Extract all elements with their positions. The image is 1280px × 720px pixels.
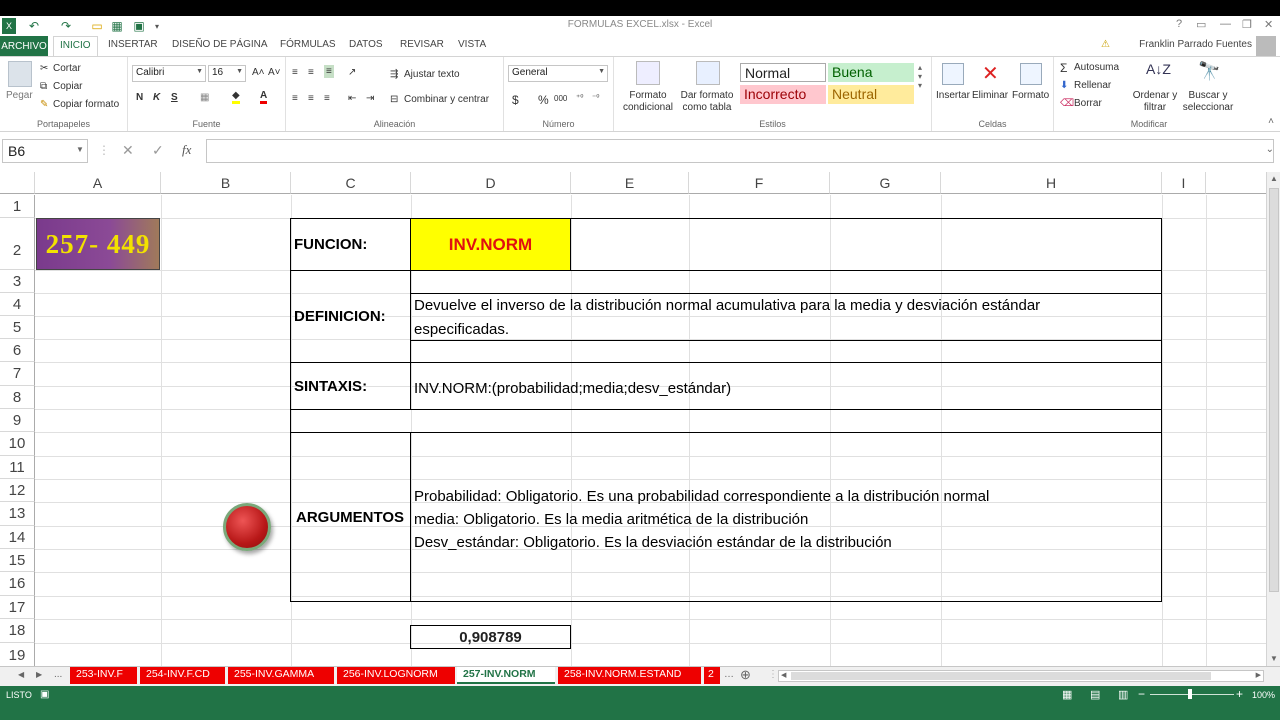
thousands-button[interactable]: 000 (554, 94, 568, 103)
argument-desv-estandar: Desv_estándar: Obligatorio. Es la desviación estándar de la distribución (414, 534, 892, 551)
more-sheets-right-icon[interactable]: … (724, 669, 734, 680)
save-icon[interactable]: ▣ (133, 19, 145, 33)
format-cells-button[interactable]: Formato (1012, 90, 1050, 101)
macro-record-icon[interactable]: ▣ (40, 689, 50, 700)
scroll-down-icon[interactable]: ▼ (1270, 654, 1278, 663)
row-header-1[interactable]: 1 (0, 195, 35, 218)
font-color-icon[interactable]: A (260, 90, 267, 104)
row-header-7[interactable]: 7 (0, 362, 35, 386)
warning-icon: ⚠ (1101, 39, 1110, 50)
column-header-a[interactable]: A (35, 172, 161, 194)
find-select-button[interactable]: Buscar y seleccionar (1182, 90, 1234, 113)
sheet-tab-254[interactable]: 254-INV.F.CD (140, 667, 225, 684)
delete-cells-button[interactable]: Eliminar (972, 90, 1009, 101)
formula-bar-resize-icon[interactable]: ⋮ (98, 143, 110, 157)
column-header-i[interactable]: I (1162, 172, 1206, 194)
restore-icon[interactable]: ❐ (1242, 19, 1252, 31)
cut-icon[interactable]: ✂ (40, 63, 49, 74)
row-header-18[interactable]: 18 (0, 619, 35, 643)
insert-function-button[interactable]: fx (182, 142, 192, 157)
tab-revisar[interactable]: REVISAR (400, 39, 444, 50)
copy-button[interactable]: Copiar (53, 81, 83, 92)
merge-center-button[interactable]: Combinar y centrar (404, 94, 490, 105)
group-label-clipboard: Portapapeles (36, 119, 91, 129)
funcion-value[interactable]: INV.NORM (410, 218, 571, 271)
sintaxis-label: SINTAXIS: (294, 377, 368, 395)
customize-toolbar-icon[interactable]: ▾ (154, 21, 159, 31)
status-bar (0, 686, 1280, 720)
row-header-3[interactable]: 3 (0, 270, 35, 293)
spacer-row-border (290, 409, 1162, 433)
tab-split-icon[interactable]: ⋮ (768, 669, 778, 680)
align-top-icon[interactable]: ≡ (292, 67, 298, 78)
argumentos-divider (410, 432, 411, 602)
delete-cells-icon[interactable]: ✕ (982, 63, 999, 85)
shrink-font-icon[interactable]: A˅ (268, 67, 281, 78)
wrap-text-icon[interactable]: ⇶ (390, 69, 399, 80)
page-layout-icon[interactable]: ▤ (1090, 689, 1101, 701)
row-header-9[interactable]: 9 (0, 409, 35, 432)
new-sheet-icon[interactable]: ⊕ (740, 667, 751, 682)
column-header-e[interactable]: E (571, 172, 689, 194)
row-header-17[interactable]: 17 (0, 596, 35, 619)
definicion-inner-top (410, 293, 1162, 294)
tab-inicio[interactable]: INICIO (53, 36, 98, 57)
group-label-editing: Modificar (1130, 119, 1168, 129)
column-header-g[interactable]: G (830, 172, 941, 194)
help-button[interactable]: ? (1176, 18, 1183, 30)
definicion-block-border (290, 270, 1162, 363)
orientation-icon[interactable]: ↗ (348, 67, 357, 78)
sheet-tab-253[interactable]: 253-INV.F (70, 667, 137, 684)
row-header-11[interactable]: 11 (0, 456, 35, 479)
format-cells-icon[interactable] (1020, 63, 1042, 85)
borders-icon[interactable]: ▦ (200, 92, 210, 103)
row-header-12[interactable]: 12 (0, 479, 35, 502)
row-header-13[interactable]: 13 (0, 502, 35, 526)
group-label-styles: Estilos (759, 119, 786, 129)
format-painter-button[interactable]: Copiar formato (53, 99, 120, 110)
column-header-f[interactable]: F (689, 172, 830, 194)
insert-cells-icon[interactable] (942, 63, 964, 85)
enter-button[interactable]: ✓ (152, 142, 164, 158)
format-as-table-icon[interactable] (696, 61, 720, 85)
ribbon-tabs (0, 36, 1280, 56)
styles-scroll-icon[interactable]: ▴ ▾ ▾ (918, 63, 923, 90)
increase-decimal-icon[interactable]: ⁺⁰ (576, 93, 584, 102)
page-break-icon[interactable]: ▥ (1118, 689, 1129, 701)
collapse-ribbon-icon[interactable]: ˄ (1268, 116, 1274, 127)
decrease-indent-icon[interactable]: ⇤ (348, 93, 357, 104)
formula-bar (0, 137, 1280, 165)
group-clipboard (0, 57, 128, 131)
open-folder-icon[interactable]: ▭ (91, 19, 103, 33)
align-center-icon[interactable]: ≡ (308, 93, 314, 104)
currency-button[interactable]: $ (512, 93, 519, 107)
bold-button[interactable]: N (136, 92, 144, 103)
row-header-4[interactable]: 4 (0, 293, 35, 316)
insert-cells-button[interactable]: Insertar (936, 90, 970, 101)
increase-indent-icon[interactable]: ⇥ (366, 93, 375, 104)
font-name-select[interactable]: Calibri ▼ (132, 65, 206, 82)
copy-icon[interactable]: ⧉ (40, 81, 48, 92)
sheet-tab-bar (0, 666, 1280, 686)
tab-vista[interactable]: VISTA (458, 39, 487, 50)
definicion-label: DEFINICION: (294, 308, 386, 325)
tab-datos[interactable]: DATOS (349, 39, 383, 50)
underline-button[interactable]: S (171, 92, 178, 103)
next-sheet-icon[interactable]: ▶ (36, 670, 43, 679)
group-label-font: Fuente (192, 119, 221, 129)
vertical-scrollbar[interactable] (1266, 172, 1280, 666)
scroll-up-icon[interactable]: ▲ (1270, 174, 1278, 183)
style-neutral[interactable]: Neutral (828, 85, 914, 104)
row-header-19[interactable]: 19 (0, 643, 35, 666)
group-label-cells: Celdas (978, 119, 1007, 129)
paste-icon[interactable] (8, 61, 32, 87)
group-label-number: Número (542, 119, 575, 129)
italic-button[interactable]: K (153, 92, 161, 103)
conditional-format-button[interactable]: Formato condicional (622, 90, 674, 113)
select-all-corner[interactable] (0, 172, 35, 194)
sheet-tab-255[interactable]: 255-INV.GAMMA (228, 667, 334, 684)
column-header-h[interactable]: H (941, 172, 1162, 194)
row-header-5[interactable]: 5 (0, 316, 35, 339)
column-header-b[interactable]: B (161, 172, 291, 194)
ribbon (0, 56, 1280, 132)
sintaxis-text: INV.NORM:(probabilidad;media;desv_estándar) (414, 380, 732, 397)
row-header-10[interactable]: 10 (0, 432, 35, 456)
align-right-icon[interactable]: ≡ (324, 93, 330, 104)
row-header-14[interactable]: 14 (0, 526, 35, 549)
more-sheets-left[interactable]: ... (54, 669, 63, 680)
group-editing (1054, 57, 1244, 131)
sheet-tab-truncated[interactable]: 2 (704, 667, 720, 684)
argumentos-label: ARGUMENTOS (296, 508, 405, 526)
redo-icon[interactable]: ↷ (60, 19, 72, 33)
style-buena[interactable]: Buena (828, 63, 914, 82)
clear-button[interactable]: Borrar (1074, 98, 1102, 109)
group-number (504, 57, 614, 131)
row-header-15[interactable]: 15 (0, 549, 35, 572)
tab-formulas[interactable]: FÓRMULAS (280, 39, 336, 50)
normal-view-icon[interactable]: ▦ (1062, 689, 1073, 701)
close-button[interactable]: ✕ (1264, 19, 1274, 31)
group-label-alignment: Alineación (373, 119, 416, 129)
format-as-table-button[interactable]: Dar formato como tabla (680, 90, 734, 113)
grow-font-icon[interactable]: A˄ (252, 67, 265, 78)
fill-color-icon[interactable]: ◆ (232, 90, 240, 104)
format-painter-icon[interactable]: ✎ (40, 99, 49, 110)
result-cell[interactable]: 0,908789 (410, 625, 571, 649)
horizontal-scroll-thumb[interactable] (791, 672, 1211, 680)
column-header-c[interactable]: C (291, 172, 411, 194)
window-title: FORMULAS EXCEL.xlsx - Excel (567, 19, 713, 30)
zoom-slider-thumb[interactable] (1188, 689, 1192, 699)
group-styles (614, 57, 932, 131)
row-header-8[interactable]: 8 (0, 386, 35, 409)
align-middle-icon[interactable]: ≡ (308, 67, 314, 78)
expand-formula-bar-icon[interactable]: ⌄ (1265, 144, 1274, 155)
cancel-button[interactable]: ✕ (122, 142, 134, 158)
row-header-16[interactable]: 16 (0, 572, 35, 596)
fill-button[interactable]: Rellenar (1074, 80, 1112, 91)
group-cells (932, 57, 1054, 131)
excel-logo-icon: X (2, 18, 16, 34)
zoom-out-button[interactable]: − (1138, 687, 1146, 701)
formula-input[interactable] (206, 139, 1274, 163)
gridline (35, 619, 1266, 620)
definicion-text-line1: Devuelve el inverso de la distribución normal acumulativa para la media y desviación estándar (414, 297, 1041, 314)
table-icon[interactable]: ▦ (111, 19, 123, 33)
percent-button[interactable]: % (538, 93, 549, 107)
column-header-d[interactable]: D (411, 172, 571, 194)
sheet-tab-258[interactable]: 258-INV.NORM.ESTAND (558, 667, 701, 684)
record-button-icon[interactable] (223, 503, 271, 551)
tab-insertar[interactable]: INSERTAR (108, 39, 158, 50)
clear-icon[interactable]: ⌫ (1060, 98, 1075, 109)
align-left-icon[interactable]: ≡ (292, 93, 298, 104)
sheet-tab-257[interactable]: 257-INV.NORM (457, 667, 555, 684)
font-size-select[interactable]: 16 ▼ (208, 65, 246, 82)
definicion-text-line2: especificadas. (414, 321, 510, 338)
row-header-2[interactable]: 2 (0, 218, 35, 270)
name-box-dropdown-icon[interactable]: ▼ (76, 145, 84, 154)
cut-button[interactable]: Cortar (53, 63, 81, 74)
zoom-slider[interactable] (1150, 694, 1234, 695)
number-format-select[interactable]: General ▼ (508, 65, 608, 82)
funcion-label: FUNCION: (294, 236, 368, 253)
tab-archivo[interactable]: ARCHIVO (0, 36, 48, 56)
gridline (35, 643, 1266, 644)
find-icon[interactable]: 🔭 (1198, 61, 1221, 81)
name-box[interactable]: B6 (2, 139, 88, 163)
zoom-in-button[interactable]: + (1236, 687, 1244, 701)
fill-icon[interactable]: ⬇ (1060, 80, 1069, 91)
scroll-right-icon[interactable]: ▶ (1255, 672, 1261, 679)
title-bar (0, 16, 1280, 36)
vertical-scroll-thumb[interactable] (1269, 188, 1279, 592)
definicion-divider (410, 270, 411, 363)
column-header-j[interactable] (1206, 172, 1266, 194)
horizontal-scrollbar[interactable] (778, 670, 1264, 682)
avatar[interactable] (1256, 36, 1276, 56)
undo-icon[interactable]: ↶ (28, 19, 40, 33)
argument-media: media: Obligatorio. Es la media aritmética de la distribución (414, 511, 809, 528)
group-font (128, 57, 286, 131)
merge-icon[interactable]: ⊟ (390, 94, 399, 105)
status-mode: LISTO (6, 690, 32, 700)
autosum-button[interactable]: Autosuma (1074, 62, 1120, 73)
autosum-icon[interactable]: Σ (1060, 61, 1068, 75)
row-header-6[interactable]: 6 (0, 339, 35, 362)
sort-filter-button[interactable]: Ordenar y filtrar (1132, 90, 1178, 113)
ribbon-display-icon[interactable]: ▭ (1196, 19, 1207, 31)
sheet-number-badge: 257- 449 (36, 218, 160, 270)
scroll-left-icon[interactable]: ◀ (781, 672, 787, 679)
paste-button[interactable]: Pegar (6, 90, 33, 101)
sheet-tab-256[interactable]: 256-INV.LOGNORM (337, 667, 455, 684)
spreadsheet-grid (0, 172, 1266, 666)
minimize-button[interactable]: — (1220, 18, 1231, 30)
conditional-format-icon[interactable] (636, 61, 660, 85)
screen-top-bar (0, 0, 1280, 16)
wrap-text-button[interactable]: Ajustar texto (404, 69, 460, 80)
sintaxis-divider (410, 362, 411, 410)
style-normal[interactable]: Normal (740, 63, 826, 82)
sort-filter-icon[interactable]: A↓Z (1146, 61, 1171, 77)
prev-sheet-icon[interactable]: ◀ (18, 670, 25, 679)
tab-diseno-de-pagina[interactable]: DISEÑO DE PÁGINA (172, 39, 268, 50)
group-alignment (286, 57, 504, 131)
align-bottom-icon[interactable]: ≡ (326, 66, 332, 77)
style-incorrecto[interactable]: Incorrecto (740, 85, 826, 104)
user-name[interactable]: Franklin Parrado Fuentes (1139, 39, 1252, 50)
zoom-level[interactable]: 100% (1252, 690, 1276, 700)
decrease-decimal-icon[interactable]: ⁻⁰ (592, 93, 600, 102)
argument-probabilidad: Probabilidad: Obligatorio. Es una probabilidad correspondiente a la distribución normal (414, 488, 990, 505)
definicion-inner-bottom (410, 340, 1162, 341)
